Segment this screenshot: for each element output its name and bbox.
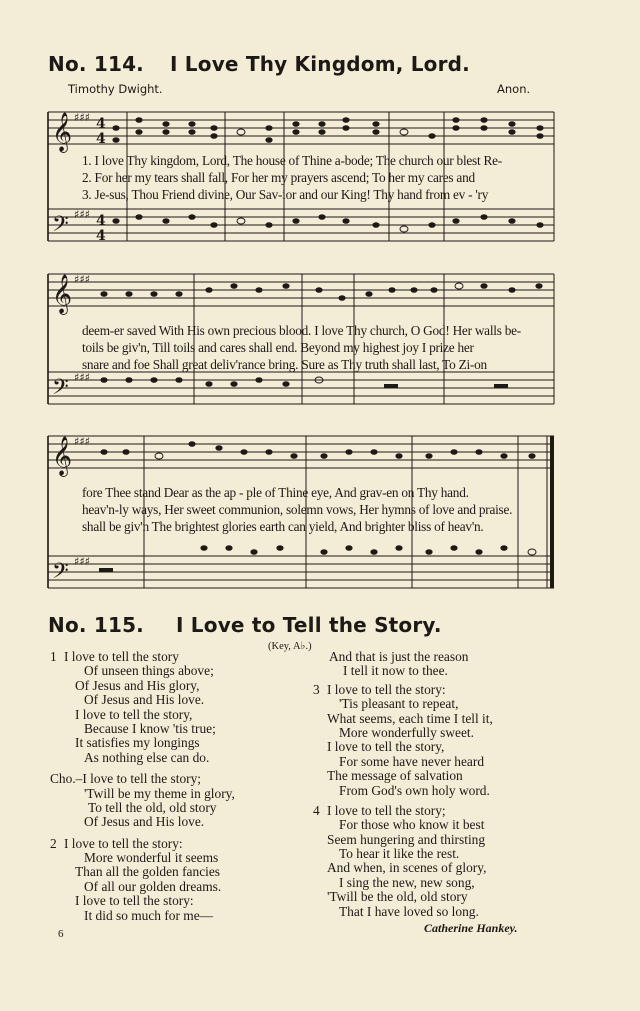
poem-line: What seems, each time I tell it, bbox=[327, 710, 493, 726]
svg-text:𝄞: 𝄞 bbox=[52, 112, 73, 152]
svg-text:4: 4 bbox=[96, 213, 106, 229]
poem-line: It did so much for me— bbox=[84, 907, 214, 923]
poem-line: More wonderful it seems bbox=[84, 850, 219, 866]
poem-line: More wonderfully sweet. bbox=[339, 724, 474, 740]
poem-line: Of unseen things above; bbox=[84, 663, 214, 679]
poem-line: To tell the old, old story bbox=[88, 799, 217, 815]
poem-line: For those who know it best bbox=[339, 817, 485, 833]
verse-3 bbox=[313, 683, 563, 798]
poem-line: And when, in scenes of glory, bbox=[327, 860, 487, 876]
chorus-label: Cho.– bbox=[50, 771, 83, 787]
svg-text:𝄢: 𝄢 bbox=[52, 375, 69, 405]
svg-text:4: 4 bbox=[96, 131, 106, 147]
chorus bbox=[50, 772, 290, 830]
poem-line: Seem hungering and thirsting bbox=[327, 831, 486, 847]
lyric-line: shall be giv'n The brightest glories earth can yield, And brighter bliss of heav'n. bbox=[82, 519, 484, 534]
svg-text:𝄞: 𝄞 bbox=[52, 436, 73, 476]
poem-line: It satisfies my longings bbox=[75, 735, 200, 751]
lyric-line: snare and foe Shall great deliv'rance bring. Sure as Thy truth shall last, To Zi-on bbox=[82, 357, 487, 372]
svg-text:♯♯♯: ♯♯♯ bbox=[74, 371, 90, 384]
poem-line: Cho.–I love to tell the story; bbox=[50, 771, 202, 787]
poem-line: I sing the new, new song, bbox=[339, 874, 475, 890]
poem-line: For some have never heard bbox=[339, 753, 485, 769]
svg-text:4: 4 bbox=[96, 228, 106, 244]
lyric-line: 1. I love Thy kingdom, Lord, The house of Thine a-bode; The church our blest Re- bbox=[82, 153, 502, 168]
poem-line: I love to tell the story: bbox=[75, 893, 194, 909]
svg-text:♯♯♯: ♯♯♯ bbox=[74, 111, 90, 124]
poem-line: Because I know 'tis true; bbox=[84, 720, 216, 736]
poem-line: I tell it now to thee. bbox=[343, 663, 448, 679]
hymn-115-right-column bbox=[313, 650, 563, 919]
music-system-3 bbox=[44, 412, 556, 594]
poem-line: Of all our golden dreams. bbox=[84, 878, 222, 894]
hymn-115-left-column bbox=[50, 650, 290, 923]
hymn-114-music-credit: Anon. bbox=[497, 82, 531, 96]
hymn-114-words-credit: Timothy Dwight. bbox=[68, 82, 163, 96]
poem-line: 4 I love to tell the story; bbox=[313, 802, 446, 818]
poem-line: As nothing else can do. bbox=[84, 749, 210, 765]
lyric-line: 3. Je-sus, Thou Friend divine, Our Sav-ior and our King! Thy hand from ev - 'ry bbox=[82, 187, 489, 202]
svg-text:𝄢: 𝄢 bbox=[52, 212, 69, 242]
poem-line: The message of salvation bbox=[327, 768, 463, 784]
hymn-115-key: (Key, A♭.) bbox=[268, 641, 312, 652]
poem-line: 'Tis pleasant to repeat, bbox=[339, 696, 459, 712]
poem-line: 3 I love to tell the story: bbox=[313, 681, 446, 697]
hymn-115-author: Catherine Hankey. bbox=[424, 921, 518, 935]
verse-number: 4 bbox=[313, 802, 320, 818]
music-system-1 bbox=[44, 95, 556, 255]
poem-line: And that is just the reason bbox=[329, 649, 469, 664]
svg-text:4: 4 bbox=[96, 116, 106, 132]
poem-line: Than all the golden fancies bbox=[75, 864, 221, 880]
svg-text:𝄞: 𝄞 bbox=[52, 274, 73, 314]
poem-line: I love to tell the story, bbox=[75, 706, 193, 722]
poem-line: 1 I love to tell the story bbox=[50, 649, 179, 664]
poem-line: From God's own holy word. bbox=[339, 782, 490, 798]
hymn-114-number: No. 114. bbox=[48, 52, 144, 76]
svg-text:♯♯♯: ♯♯♯ bbox=[74, 555, 90, 568]
poem-line: I love to tell the story, bbox=[327, 739, 445, 755]
lyric-line: toils be giv'n, Till toils and cares shall end. Beyond my highest joy I prize her bbox=[82, 340, 474, 355]
page-number: 6 bbox=[58, 928, 64, 940]
lyric-line: heav'n-ly ways, Her sweet communion, solemn vows, Her hymns of love and praise. bbox=[82, 502, 513, 517]
poem-line: 'Twill be my theme in glory, bbox=[84, 785, 235, 801]
poem-line: Of Jesus and His glory, bbox=[75, 677, 200, 693]
hymn-115-title: I Love to Tell the Story. bbox=[176, 613, 442, 637]
lyric-line: deem-er saved With His own precious blood. I love Thy church, O God! Her walls be- bbox=[82, 323, 521, 338]
svg-text:♯♯♯: ♯♯♯ bbox=[74, 273, 90, 286]
verse-1 bbox=[50, 650, 290, 765]
hymn-114-system-3-lyrics bbox=[82, 484, 512, 535]
hymn-114-system-1-lyrics bbox=[82, 152, 502, 203]
poem-line: Of Jesus and His love. bbox=[84, 692, 205, 708]
poem-line: That I have loved so long. bbox=[339, 903, 479, 919]
music-system-2 bbox=[44, 260, 556, 410]
lyric-line: 2. For her my tears shall fall, For her my prayers ascend; To her my cares and bbox=[82, 170, 475, 185]
hymn-115-number: No. 115. bbox=[48, 613, 144, 637]
hymn-114-title: I Love Thy Kingdom, Lord. bbox=[170, 52, 470, 76]
svg-text:♯♯♯: ♯♯♯ bbox=[74, 435, 90, 448]
verse-number: 2 bbox=[50, 835, 57, 851]
hymn-114-system-2-lyrics bbox=[82, 322, 521, 373]
svg-text:♯♯♯: ♯♯♯ bbox=[74, 208, 90, 221]
verse-number: 1 bbox=[50, 649, 57, 664]
poem-line: Of Jesus and His love. bbox=[84, 814, 205, 830]
poem-line: 2 I love to tell the story: bbox=[50, 835, 183, 851]
verse-2 bbox=[50, 837, 290, 923]
verse-2-continued bbox=[313, 650, 563, 679]
svg-text:𝄢: 𝄢 bbox=[52, 559, 69, 589]
poem-line: 'Twill be the old, old story bbox=[327, 889, 468, 905]
poem-line: To hear it like the rest. bbox=[339, 846, 460, 862]
verse-4 bbox=[313, 804, 563, 919]
verse-number: 3 bbox=[313, 681, 320, 697]
lyric-line: fore Thee stand Dear as the ap - ple of Thine eye, And grav-en on Thy hand. bbox=[82, 485, 469, 500]
